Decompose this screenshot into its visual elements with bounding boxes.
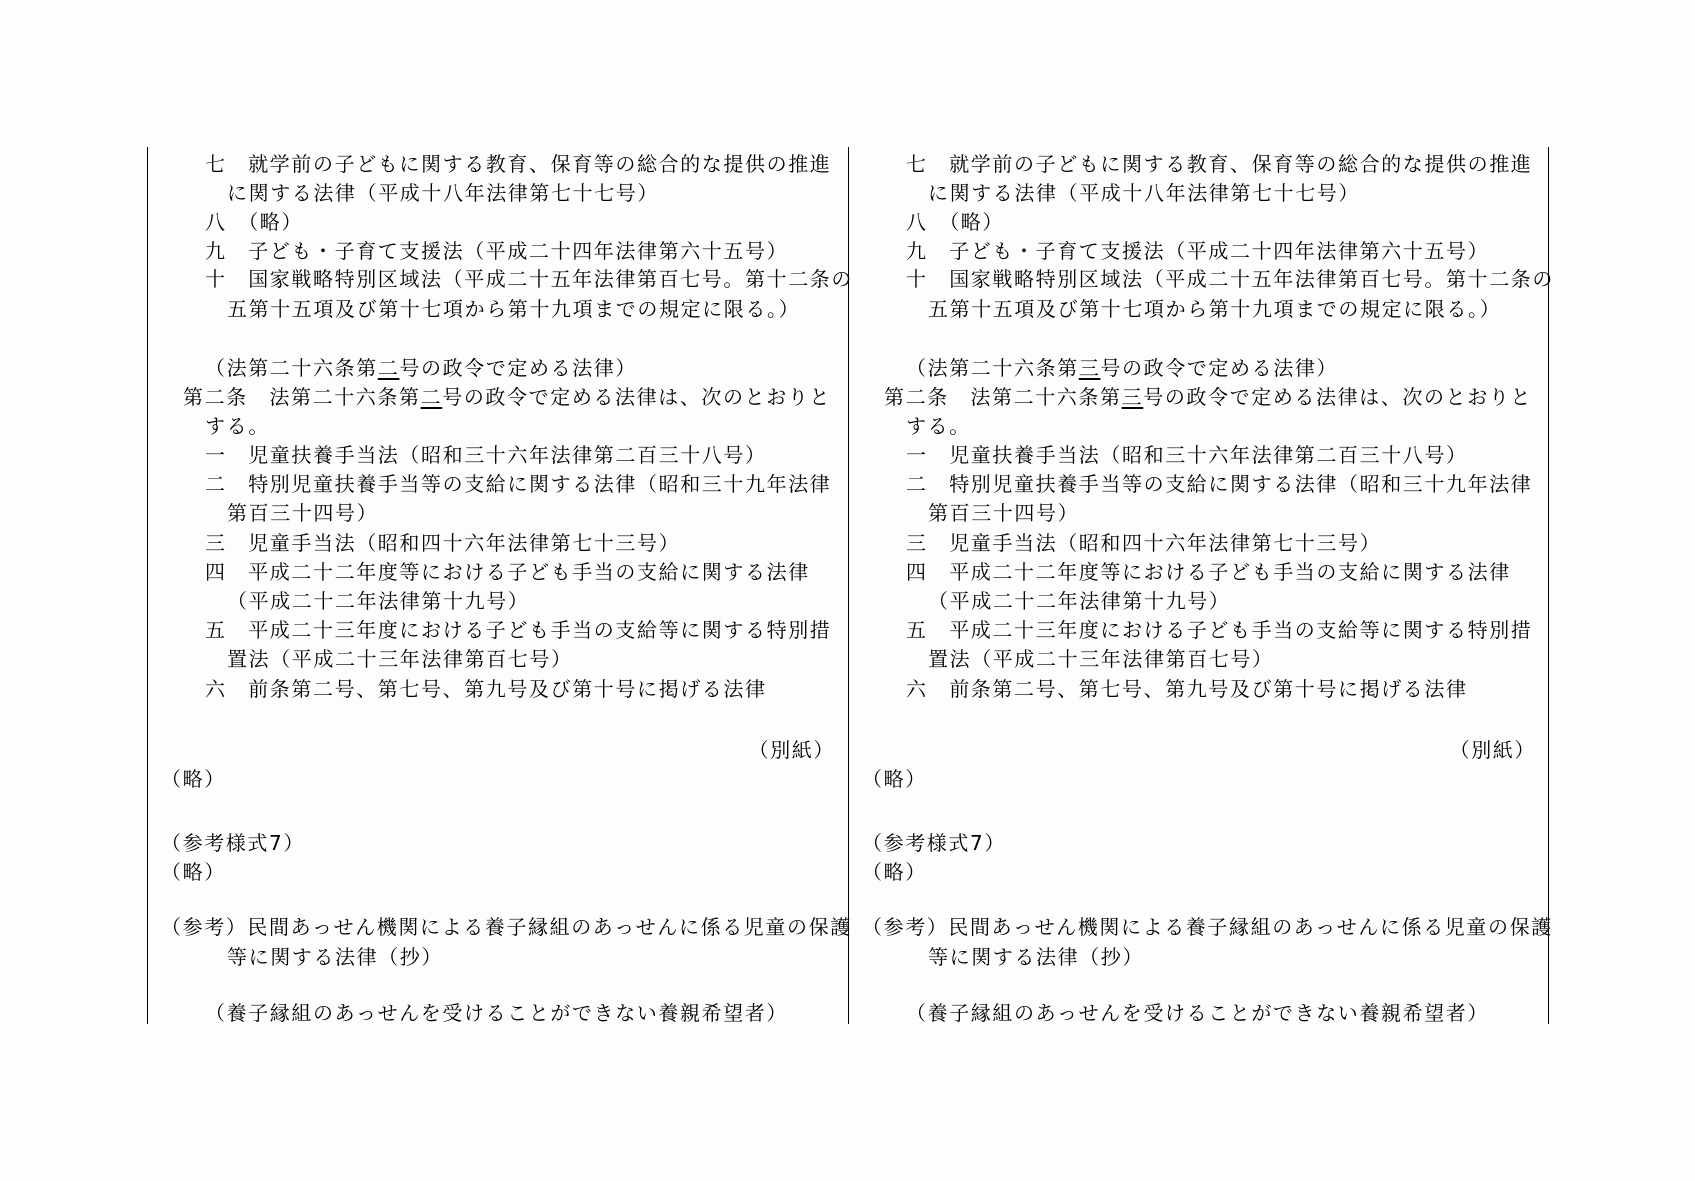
line-text-suffix: 号の政令で定める法律） xyxy=(399,356,638,380)
amended-number: 三 xyxy=(1121,385,1144,409)
document-line: 第百三十四号） xyxy=(928,501,1080,525)
article-line-with-amendment xyxy=(906,354,1338,382)
document-line: 一 児童扶養手当法（昭和三十六年法律第二百三十八号） xyxy=(205,443,767,467)
document-line: 二 特別児童扶養手当等の支給に関する法律（昭和三十九年法律 xyxy=(205,472,832,496)
document-line: 七 就学前の子どもに関する教育、保育等の総合的な提供の推進 xyxy=(205,152,832,176)
document-line: （参考様式7） xyxy=(161,831,305,855)
document-line: 置法（平成二十三年法律第百七号） xyxy=(928,647,1274,671)
document-line: する。 xyxy=(205,414,270,438)
line-text-prefix: 第二条 法第二十六条第 xyxy=(884,385,1122,409)
document-line: 二 特別児童扶養手当等の支給に関する法律（昭和三十九年法律 xyxy=(906,472,1533,496)
article-line-with-amendment xyxy=(205,354,637,382)
document-line: 六 前条第二号、第七号、第九号及び第十号に掲げる法律 xyxy=(205,677,767,701)
line-text-suffix: 号の政令で定める法律は、次のとおりと xyxy=(1143,385,1533,409)
document-line: 五 平成二十三年度における子ども手当の支給等に関する特別措 xyxy=(906,618,1533,642)
document-line: 九 子ども・子育て支援法（平成二十四年法律第六十五号） xyxy=(906,239,1490,263)
line-text-suffix: 号の政令で定める法律） xyxy=(1100,356,1339,380)
line-text-prefix: （法第二十六条第 xyxy=(906,356,1079,380)
document-line: 五 平成二十三年度における子ども手当の支給等に関する特別措 xyxy=(205,618,832,642)
line-text-prefix: （法第二十六条第 xyxy=(205,356,378,380)
document-line: （参考）民間あっせん機関による養子縁組のあっせんに係る児童の保護 xyxy=(862,915,1553,939)
line-text-suffix: 号の政令で定める法律は、次のとおりと xyxy=(442,385,832,409)
document-line: 十 国家戦略特別区域法（平成二十五年法律第百七号。第十二条の xyxy=(205,267,853,291)
document-line: 十 国家戦略特別区域法（平成二十五年法律第百七号。第十二条の xyxy=(906,267,1554,291)
document-line: 五第十五項及び第十七項から第十九項までの規定に限る。） xyxy=(227,297,801,321)
document-line: 六 前条第二号、第七号、第九号及び第十号に掲げる法律 xyxy=(906,677,1468,701)
document-line: 七 就学前の子どもに関する教育、保育等の総合的な提供の推進 xyxy=(906,152,1533,176)
document-line: （略） xyxy=(862,860,927,884)
article-line-with-amendment xyxy=(183,383,831,411)
document-line: 等に関する法律（抄） xyxy=(928,945,1144,969)
document-line: 第百三十四号） xyxy=(227,501,379,525)
document-line: （養子縁組のあっせんを受けることができない養親希望者） xyxy=(906,1001,1489,1025)
line-text-prefix: 第二条 法第二十六条第 xyxy=(183,385,421,409)
document-line: 八 （略） xyxy=(205,210,303,234)
document-line: （養子縁組のあっせんを受けることができない養親希望者） xyxy=(205,1001,788,1025)
attachment-label: （別紙） xyxy=(1449,738,1536,762)
document-line: 一 児童扶養手当法（昭和三十六年法律第二百三十八号） xyxy=(906,443,1468,467)
document-line: （略） xyxy=(161,860,226,884)
document-line: 九 子ども・子育て支援法（平成二十四年法律第六十五号） xyxy=(205,239,789,263)
document-line: （略） xyxy=(862,767,927,791)
right-column-current-text xyxy=(848,0,1554,1181)
document-line: （参考）民間あっせん機関による養子縁組のあっせんに係る児童の保護 xyxy=(161,915,852,939)
document-line: 四 平成二十二年度等における子ども手当の支給に関する法律 xyxy=(205,560,810,584)
attachment-label: （別紙） xyxy=(748,738,835,762)
document-line: 三 児童手当法（昭和四十六年法律第七十三号） xyxy=(205,531,681,555)
document-line: 五第十五項及び第十七項から第十九項までの規定に限る。） xyxy=(928,297,1502,321)
amended-number: 二 xyxy=(377,356,400,380)
document-line: に関する法律（平成十八年法律第七十七号） xyxy=(227,181,659,205)
document-line: 八 （略） xyxy=(906,210,1004,234)
document-line: 四 平成二十二年度等における子ども手当の支給に関する法律 xyxy=(906,560,1511,584)
left-column-revised-text xyxy=(147,0,853,1181)
document-line: （平成二十二年法律第十九号） xyxy=(227,589,530,613)
document-line: （略） xyxy=(161,767,226,791)
document-line: 等に関する法律（抄） xyxy=(227,945,443,969)
document-line: 三 児童手当法（昭和四十六年法律第七十三号） xyxy=(906,531,1382,555)
article-line-with-amendment xyxy=(884,383,1532,411)
amended-number: 三 xyxy=(1078,356,1101,380)
document-line: に関する法律（平成十八年法律第七十七号） xyxy=(928,181,1360,205)
amended-number: 二 xyxy=(420,385,443,409)
document-line: （参考様式7） xyxy=(862,831,1006,855)
document-line: 置法（平成二十三年法律第百七号） xyxy=(227,647,573,671)
document-line: する。 xyxy=(906,414,971,438)
document-line: （平成二十二年法律第十九号） xyxy=(928,589,1231,613)
